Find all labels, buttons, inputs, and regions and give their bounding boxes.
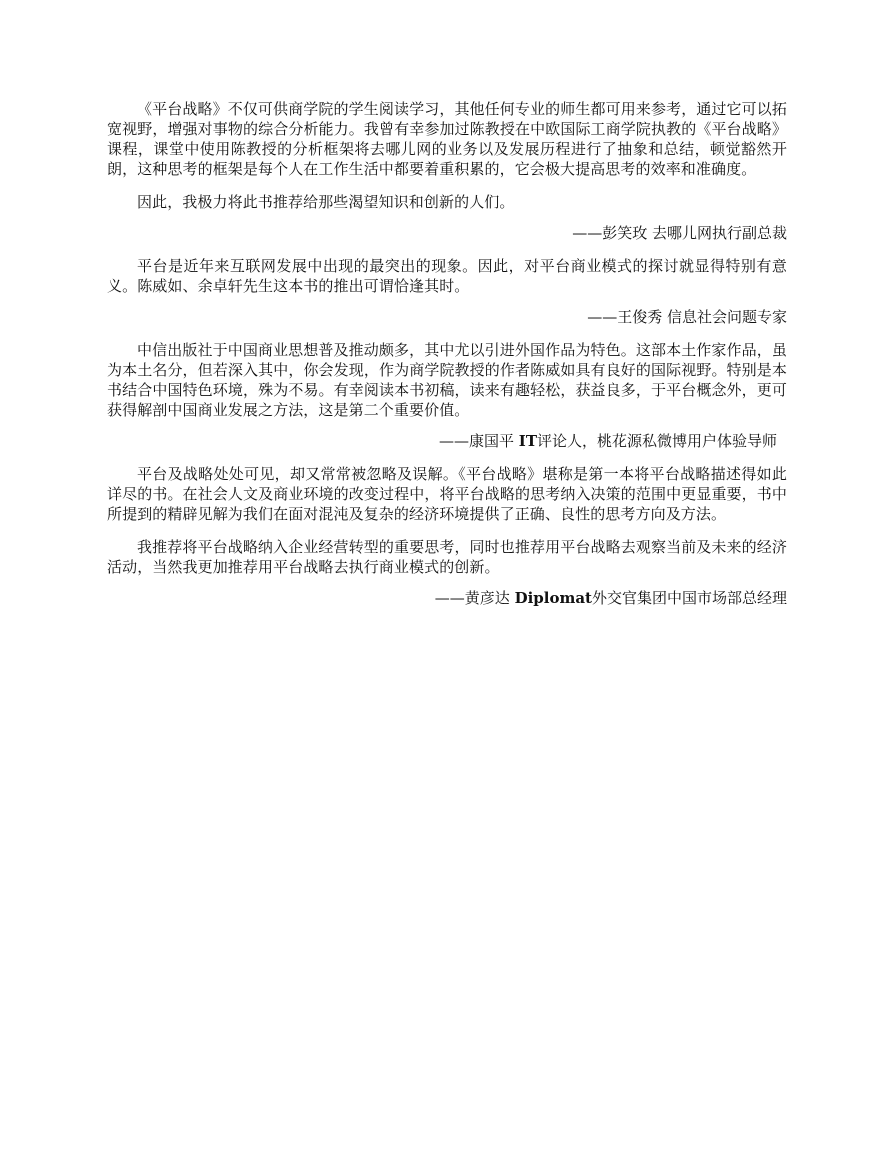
review-3-signature-prefix: ——康国平: [439, 432, 519, 450]
review-2-signature: ——王俊秀 信息社会问题专家: [587, 308, 787, 326]
document-page: [107, 99, 787, 608]
review-3-signature: [107, 431, 787, 451]
review-4-paragraph-2: 我推荐将平台战略纳入企业经营转型的重要思考，同时也推荐用平台战略去观察当前及未来的经济活动，当然我更加推荐用平台战略去执行商业模式的创新。: [107, 538, 787, 576]
review-1-signature: ——彭笑玫 去哪儿网执行副总裁: [572, 224, 787, 242]
review-3-signature-bold: IT: [518, 432, 537, 450]
review-4-paragraph-1: 平台及战略处处可见，却又常常被忽略及误解。《平台战略》堪称是第一本将平台战略描述得如此详尽的书。在社会人文及商业环境的改变过程中，将平台战略的思考纳入决策的范围中更显重要，书中所提到的精辟见解为我们在面对混沌及复杂的经济环境提供了正确、良性的思考方向及方法。: [107, 465, 787, 523]
review-4-signature-prefix: ——黄彦达: [434, 589, 515, 607]
review-4-signature-suffix: 外交官集团中国市场部总经理: [591, 589, 787, 607]
review-3-signature-suffix: 评论人，桃花源私微博用户体验导师: [536, 432, 777, 450]
review-1-paragraph-1: 《平台战略》不仅可供商学院的学生阅读学习，其他任何专业的师生都可用来参考，通过它可以拓宽视野，增强对事物的综合分析能力。我曾有幸参加过陈教授在中欧国际工商学院执教的《平台战略》课程，课堂中使用陈教授的分析框架将去哪儿网的业务以及发展历程进行了抽象和总结，顿觉豁然开朗，这种思考的框架是每个人在工作生活中都要着重积累的，它会极大提高思考的效率和准确度。: [107, 100, 787, 178]
review-2-paragraph-1: 平台是近年来互联网发展中出现的最突出的现象。因此，对平台商业模式的探讨就显得特别有意义。陈威如、余卓轩先生这本书的推出可谓恰逢其时。: [107, 257, 787, 295]
review-3-paragraph-1: 中信出版社于中国商业思想普及推动颇多，其中尤以引进外国作品为特色。这部本土作家作品，虽为本土名分，但若深入其中，你会发现，作为商学院教授的作者陈威如具有良好的国际视野。特别是本书结合中国特色环境，殊为不易。有幸阅读本书初稿，读来有趣轻松，获益良多，于平台概念外，更可获得解剖中国商业发展之方法，这是第二个重要价值。: [107, 341, 787, 419]
review-4-signature-bold: Diplomat: [514, 589, 592, 607]
review-1-paragraph-2: 因此，我极力将此书推荐给那些渴望知识和创新的人们。: [137, 193, 515, 211]
review-4-signature: [107, 588, 787, 608]
